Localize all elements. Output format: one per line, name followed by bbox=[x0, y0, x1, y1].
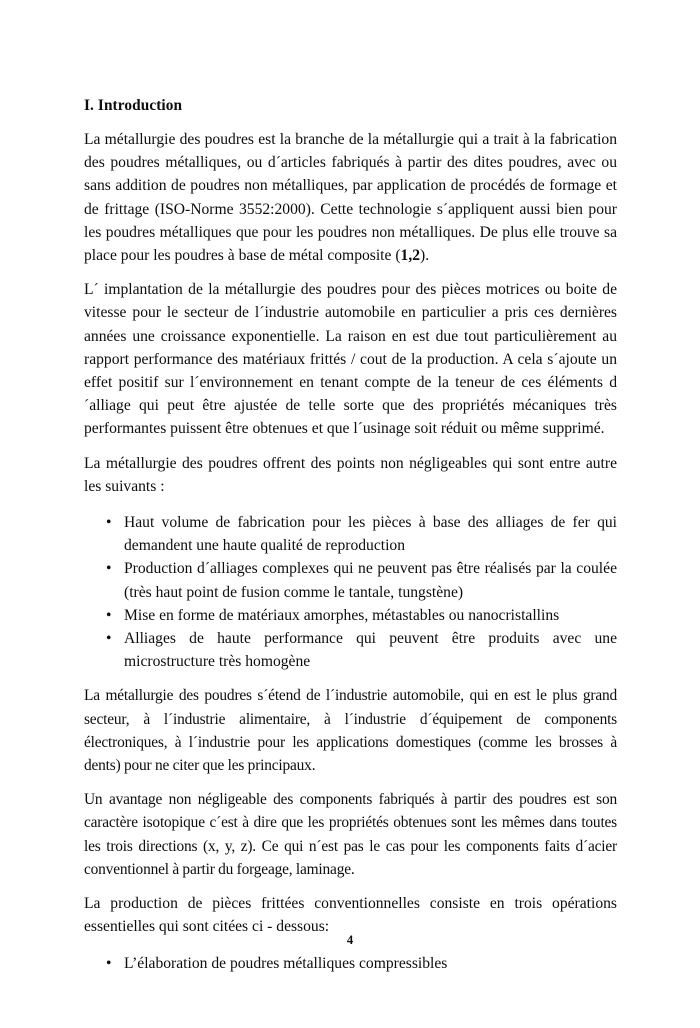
list-item bbox=[84, 557, 617, 603]
bullet-icon: • bbox=[106, 560, 112, 578]
list-item-label: Haut volume de fabrication pour les pièces à base des alliages de fer qui demandent une haute qualité de reproduction bbox=[124, 514, 617, 555]
page-number: 4 bbox=[346, 933, 354, 947]
operations-list bbox=[84, 952, 617, 975]
paragraph-5: Un avantage non négligeable des components fabriqués à partir des poudres est son caractère isotopique c´est à dire que les propriétés obtenues sont les mêmes dans toutes les trois directions (x, y, z). Ce qui n´est pas le cas pour les components faits d´acier conventionnel à partir du forgeage, laminage. bbox=[84, 791, 617, 878]
bullet-icon: • bbox=[106, 606, 112, 624]
reference-citation: 1,2 bbox=[400, 247, 421, 265]
paragraph-3: La métallurgie des poudres offrent des points non négligeables qui sont entre autre les suivants : bbox=[84, 454, 617, 495]
paragraph-2: L´ implantation de la métallurgie des poudres pour des pièces motrices ou boite de vitesse pour le secteur de l´industrie automobile en particulier a pris ces dernières années une croissance exponentielle. La raison en est due tout particulièrement au rapport performance des matériaux frittés / cout de la production. A cela s´ajoute un effet positif sur l´environnement en tenant compte de la teneur de ces éléments d´alliage qui peut être ajustée de telle sorte que des propriétés mécaniques très performantes puissent être obtenues et que l´usinage soit réduit ou même supprimé. bbox=[84, 281, 617, 438]
paragraph-1-text-before-ref: La métallurgie des poudres est la branche de la métallurgie qui a trait à la fabrication des poudres métalliques, ou d´articles fabriqués à partir des dites poudres, avec ou sans addition de poudres non métalliques, par application de procédés de formage et de frittage (ISO-Norme 3552:2000). Cette technologie s´appliquent aussi bien pour les poudres métalliques que pour les poudres non métalliques. De plus elle trouve sa place pour les poudres à base de métal composite ( bbox=[84, 131, 617, 265]
list-item-label: Production d´alliages complexes qui ne peuvent pas être réalisés par la coulée (très haut point de fusion comme le tantale, tungstène) bbox=[124, 560, 617, 601]
list-item bbox=[84, 604, 617, 627]
list-item bbox=[84, 627, 617, 673]
section-heading: I. Introduction bbox=[84, 97, 183, 114]
paragraph-1-text-after-ref: ). bbox=[420, 247, 430, 265]
bullet-icon: • bbox=[106, 630, 112, 648]
page-content bbox=[84, 96, 617, 986]
paragraph-4: La métallurgie des poudres s´étend de l´industrie automobile, qui en est le plus grand secteur, à l´industrie alimentaire, à l´industrie d´équipement de components électroniques, à l´industrie pour les applications domestiques (comme les brosses à dents) pour ne citer que les principaux. bbox=[84, 687, 617, 775]
list-item-label: L’élaboration de poudres métalliques compressibles bbox=[124, 954, 448, 972]
advantages-list bbox=[84, 511, 617, 673]
list-item-label: Mise en forme de matériaux amorphes, métastables ou nanocristallins bbox=[124, 606, 560, 624]
bullet-icon: • bbox=[106, 954, 112, 972]
paragraph-1 bbox=[84, 128, 617, 267]
list-item-label: Alliages de haute performance qui peuvent être produits avec une microstructure très homogène bbox=[124, 630, 617, 671]
paragraph-6: La production de pièces frittées conventionnelles consiste en trois opérations essentielles qui sont citées ci - dessous: bbox=[84, 895, 617, 936]
list-item bbox=[84, 952, 617, 975]
bullet-icon: • bbox=[106, 514, 112, 532]
list-item bbox=[84, 511, 617, 557]
